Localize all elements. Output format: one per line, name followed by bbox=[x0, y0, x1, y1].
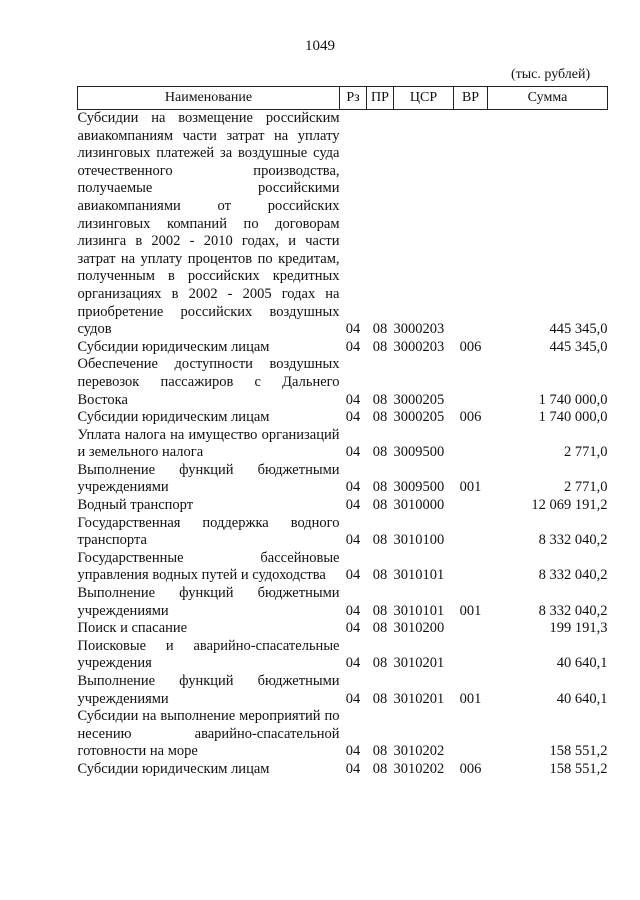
row-pr: 08 bbox=[372, 391, 388, 408]
row-csr: 3000205 bbox=[393, 409, 445, 426]
row-rz: 04 bbox=[345, 602, 361, 619]
row-rz: 04 bbox=[345, 655, 361, 672]
table-row bbox=[78, 761, 608, 779]
row-pr: 08 bbox=[372, 321, 388, 338]
row-vr bbox=[454, 356, 488, 409]
row-rz: 04 bbox=[345, 760, 361, 777]
row-pr: 08 bbox=[372, 497, 388, 514]
table-row bbox=[78, 585, 608, 620]
row-name: Выполнение функций бюджетными учреждениями bbox=[77, 461, 340, 496]
row-vr bbox=[454, 497, 488, 515]
header-vr: ВР bbox=[454, 87, 488, 110]
row-rz: 04 bbox=[345, 409, 361, 426]
row-pr: 08 bbox=[372, 409, 388, 426]
row-csr: 3010202 bbox=[393, 743, 445, 760]
row-pr: 08 bbox=[372, 479, 388, 496]
row-name: Поиск и спасание bbox=[77, 620, 188, 637]
table-row bbox=[78, 708, 608, 761]
row-pr: 08 bbox=[372, 655, 388, 672]
row-name: Субсидии на возмещение российским авиакомпаниям части затрат на уплату лизинговых платежей за воздушные суда отечественного производства, получаемые российскими авиакомпаниями от российских лизинговых компаний по договорам лизинга в 2002 - 2010 годах, и части затрат на уплату процентов по кредитам, полученным в российских кредитных организациях в 2002 - 2005 годах на приобретение российских воздушных судов bbox=[77, 110, 340, 338]
row-rz: 04 bbox=[345, 444, 361, 461]
row-name: Водный транспорт bbox=[77, 497, 194, 514]
row-vr: 006 bbox=[459, 338, 482, 355]
page-number: 1049 bbox=[305, 38, 335, 54]
row-csr: 3010200 bbox=[393, 620, 445, 637]
row-name: Субсидии юридическим лицам bbox=[77, 409, 270, 426]
row-pr: 08 bbox=[372, 567, 388, 584]
row-sum: 40 640,1 bbox=[556, 655, 608, 672]
row-rz: 04 bbox=[345, 497, 361, 514]
row-vr: 006 bbox=[459, 760, 482, 777]
row-name: Выполнение функций бюджетными учреждениями bbox=[77, 585, 340, 619]
row-pr: 08 bbox=[372, 743, 388, 760]
row-csr: 3010101 bbox=[393, 602, 445, 619]
table-row bbox=[78, 427, 608, 462]
row-name: Государственная поддержка водного транспорта bbox=[77, 514, 340, 549]
row-rz: 04 bbox=[345, 321, 361, 338]
row-sum: 1 740 000,0 bbox=[538, 391, 608, 408]
row-sum: 8 332 040,2 bbox=[538, 567, 608, 584]
row-vr bbox=[454, 427, 488, 462]
row-sum: 158 551,2 bbox=[549, 743, 608, 760]
row-rz: 04 bbox=[345, 743, 361, 760]
row-sum: 8 332 040,2 bbox=[538, 602, 608, 619]
table-row bbox=[78, 497, 608, 515]
row-rz: 04 bbox=[345, 391, 361, 408]
row-vr bbox=[454, 550, 488, 585]
row-csr: 3000203 bbox=[393, 321, 445, 338]
row-vr: 006 bbox=[459, 409, 482, 426]
row-name: Обеспечение доступности воздушных перевозок пассажиров с Дальнего Востока bbox=[77, 356, 340, 408]
row-sum: 2 771,0 bbox=[564, 479, 608, 496]
row-vr bbox=[454, 515, 488, 550]
row-csr: 3010100 bbox=[393, 532, 445, 549]
row-rz: 04 bbox=[345, 338, 361, 355]
row-vr: 001 bbox=[459, 602, 482, 619]
row-csr: 3000205 bbox=[393, 391, 445, 408]
row-pr: 08 bbox=[372, 760, 388, 777]
row-csr: 3010000 bbox=[393, 497, 445, 514]
row-csr: 3010202 bbox=[393, 760, 445, 777]
row-name: Государственные бассейновые управления водных путей и судоходства bbox=[77, 549, 340, 584]
row-pr: 08 bbox=[372, 690, 388, 707]
row-csr: 3000203 bbox=[393, 338, 445, 355]
header-sum: Сумма bbox=[488, 87, 608, 110]
table-row bbox=[78, 462, 608, 497]
row-csr: 3009500 bbox=[393, 444, 445, 461]
row-vr: 001 bbox=[459, 690, 482, 707]
row-name: Субсидии юридическим лицам bbox=[77, 760, 270, 777]
budget-table bbox=[77, 86, 608, 779]
units-label: (тыс. рублей) bbox=[511, 67, 591, 82]
row-rz: 04 bbox=[345, 620, 361, 637]
table-row bbox=[78, 550, 608, 585]
row-sum: 8 332 040,2 bbox=[538, 532, 608, 549]
row-vr: 001 bbox=[459, 479, 482, 496]
row-sum: 12 069 191,2 bbox=[531, 497, 608, 514]
header-rz: Рз bbox=[340, 87, 367, 110]
row-rz: 04 bbox=[345, 567, 361, 584]
row-sum: 199 191,3 bbox=[549, 620, 608, 637]
row-vr bbox=[454, 708, 488, 761]
row-name: Выполнение функций бюджетными учреждениями bbox=[77, 673, 340, 707]
row-rz: 04 bbox=[345, 690, 361, 707]
table-row bbox=[78, 339, 608, 357]
row-vr bbox=[454, 110, 488, 339]
table-row bbox=[78, 110, 608, 339]
table-row bbox=[78, 620, 608, 638]
row-vr bbox=[454, 620, 488, 638]
row-sum: 445 345,0 bbox=[549, 321, 608, 338]
row-pr: 08 bbox=[372, 444, 388, 461]
row-csr: 3009500 bbox=[393, 479, 445, 496]
row-rz: 04 bbox=[345, 479, 361, 496]
row-pr: 08 bbox=[372, 338, 388, 355]
row-sum: 445 345,0 bbox=[549, 338, 608, 355]
row-name: Субсидии юридическим лицам bbox=[77, 338, 270, 355]
table-row bbox=[78, 638, 608, 673]
row-pr: 08 bbox=[372, 602, 388, 619]
row-pr: 08 bbox=[372, 620, 388, 637]
row-pr: 08 bbox=[372, 532, 388, 549]
row-sum: 2 771,0 bbox=[564, 444, 608, 461]
row-sum: 1 740 000,0 bbox=[538, 409, 608, 426]
row-sum: 158 551,2 bbox=[549, 760, 608, 777]
row-name: Уплата налога на имущество организаций и земельного налога bbox=[77, 426, 340, 461]
header-name: Наименование bbox=[78, 87, 340, 110]
row-csr: 3010101 bbox=[393, 567, 445, 584]
table-header bbox=[78, 87, 608, 110]
table-body bbox=[78, 110, 608, 779]
table-row bbox=[78, 515, 608, 550]
row-sum: 40 640,1 bbox=[556, 690, 608, 707]
row-csr: 3010201 bbox=[393, 655, 445, 672]
header-pr: ПР bbox=[367, 87, 394, 110]
row-name: Субсидии на выполнение мероприятий по несению аварийно-спасательной готовности на море bbox=[77, 708, 340, 760]
row-name: Поисковые и аварийно-спасательные учреждения bbox=[77, 637, 340, 672]
table-row bbox=[78, 409, 608, 427]
table-row bbox=[78, 673, 608, 708]
row-csr: 3010201 bbox=[393, 690, 445, 707]
row-vr bbox=[454, 638, 488, 673]
row-rz: 04 bbox=[345, 532, 361, 549]
header-csr: ЦСР bbox=[394, 87, 454, 110]
table-row bbox=[78, 356, 608, 409]
